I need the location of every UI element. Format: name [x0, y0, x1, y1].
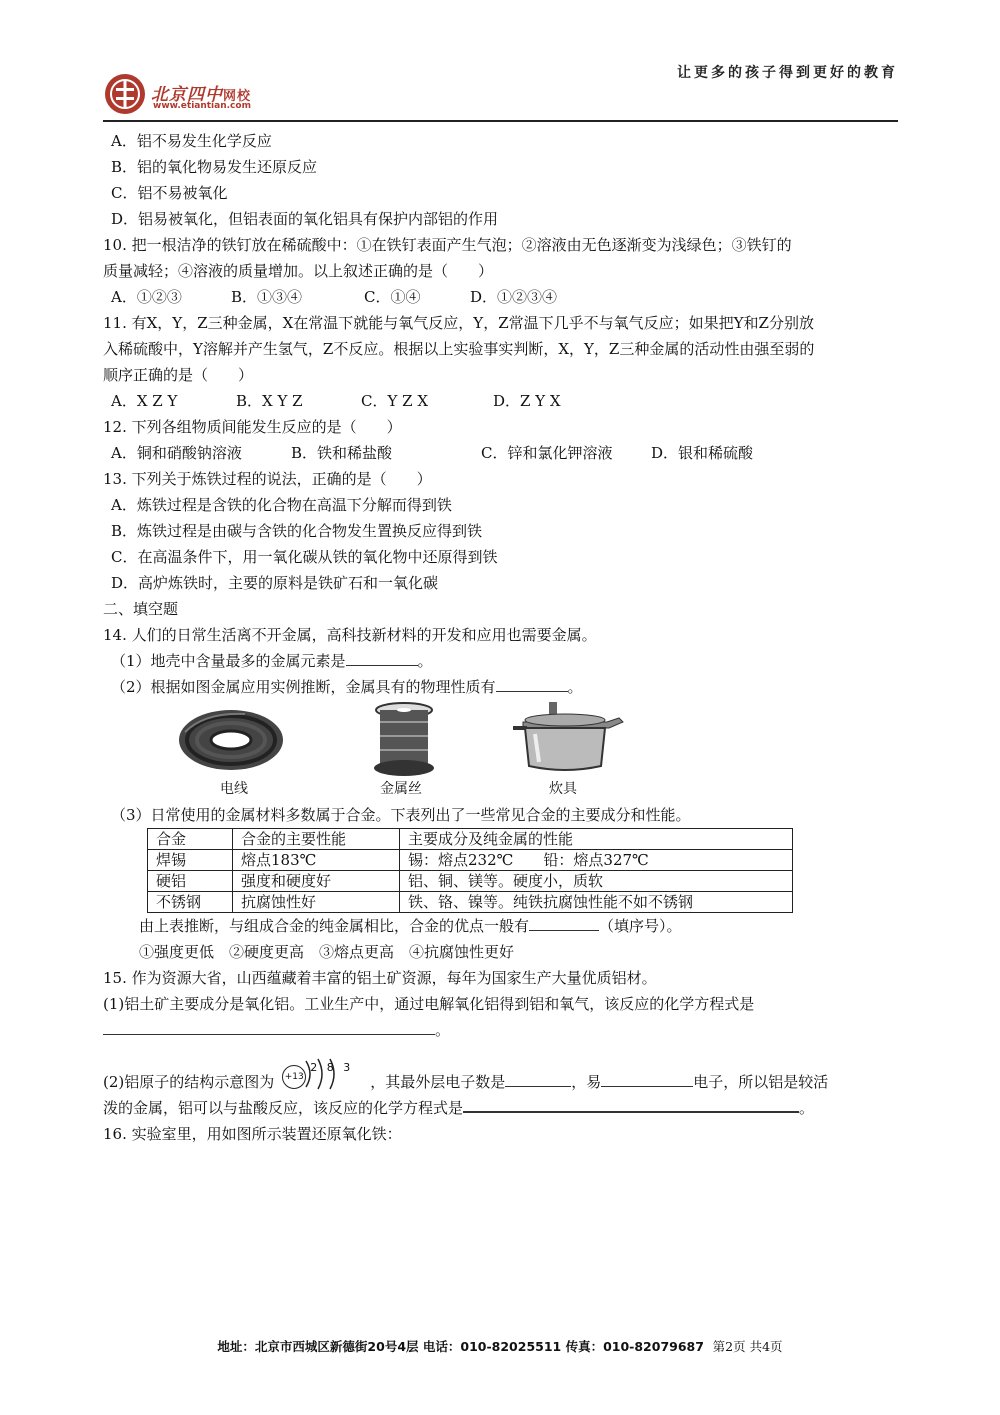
q11-stem-line3: 顺序正确的是（ ）	[103, 366, 254, 384]
q14-part2	[103, 674, 903, 700]
q15-part2-line2-text: 泼的金属，铝可以与盐酸反应，该反应的化学方程式是	[103, 1099, 464, 1117]
table-cell: 强度和硬度好	[233, 871, 400, 892]
q14-part1	[103, 648, 903, 674]
metal-application-images	[103, 700, 903, 802]
q10-stem-line2: 质量减轻；④溶液的质量增加。以上叙述正确的是（ ）	[103, 262, 494, 280]
nucleus-circle: +13	[282, 1065, 306, 1089]
exam-content	[103, 128, 903, 1147]
table-cell: 锡：熔点232℃ 铅：熔点327℃	[400, 850, 793, 871]
q11-option-b: B．X Y Z	[236, 392, 303, 410]
q15-outer-electrons-blank[interactable]	[505, 1070, 571, 1087]
q10-option-a: A．①②③	[111, 288, 182, 306]
table-cell: 硬铝	[148, 871, 233, 892]
q10-option-b: B．①③④	[231, 288, 303, 306]
header-divider	[103, 120, 898, 122]
q14-inference-text: 由上表推断，与组成合金的纯金属相比，合金的优点一般有	[139, 917, 530, 935]
table-cell: 熔点183℃	[233, 850, 400, 871]
pressure-cooker-image	[509, 700, 627, 776]
electron-counts: 2 8 3	[310, 1061, 354, 1074]
header-slogan: 让更多的孩子得到更好的教育	[677, 65, 898, 81]
q13-option-c: C．在高温条件下，用一氧化碳从铁的氧化物中还原得到铁	[111, 548, 498, 566]
q15-part1-period: 。	[435, 1021, 451, 1039]
caption-wire: 电线	[220, 781, 248, 797]
q11-stem-line1: 11. 有X，Y，Z三种金属，X在常温下就能与氧气反应，Y，Z常温下几乎不与氧气反应；如果把Y和Z分别放	[103, 314, 814, 332]
q11-option-a: A．X Z Y	[111, 392, 178, 410]
q14-choices: ①强度更低 ②硬度更高 ③熔点更高 ④抗腐蚀性更好	[139, 943, 515, 961]
q10-option-d: D．①②③④	[470, 288, 558, 306]
q10-option-c: C．①④	[364, 288, 421, 306]
q16-stem: 16. 实验室里，用如图所示装置还原氧化铁：	[103, 1125, 402, 1143]
table-cell: 抗腐蚀性好	[233, 892, 400, 913]
q9-option-a: A．铝不易发生化学反应	[111, 132, 272, 150]
q9-option-c: C．铝不易被氧化	[111, 184, 228, 202]
q14-part1-text: （1）地壳中含量最多的金属元素是	[111, 652, 346, 670]
wire-spool-image	[371, 700, 437, 780]
q14-part2-blank[interactable]	[496, 675, 568, 692]
q14-part2-text: （2）根据如图金属应用实例推断，金属具有的物理性质有	[111, 678, 496, 696]
q11-option-d: D．Z Y X	[493, 392, 561, 410]
q15-part2-text-b: ，其最外层电子数是	[370, 1073, 506, 1091]
q12-option-c: C．锌和氯化钾溶液	[481, 444, 613, 462]
table-cell: 铝、铜、镁等。硬度小，质软	[400, 871, 793, 892]
q14-part1-blank[interactable]	[346, 649, 418, 666]
q13-stem: 13. 下列关于炼铁过程的说法，正确的是（ ）	[103, 470, 432, 488]
q14-part2-period: 。	[567, 678, 583, 696]
page-footer	[0, 1337, 1000, 1355]
q12-option-a: A．铜和硝酸钠溶液	[111, 444, 242, 462]
q10-stem-line1: 10. 把一根洁净的铁钉放在稀硫酸中：①在铁钉表面产生气泡；②溶液由无色逐渐变为浅绿色；③铁钉的	[103, 236, 792, 254]
table-cell: 铁、铬、镍等。纯铁抗腐蚀性能不如不锈钢	[400, 892, 793, 913]
q15-part1: (1)铝土矿主要成分是氧化铝。工业生产中，通过电解氧化铝得到铝和氧气，该反应的化学方程式是	[103, 995, 755, 1013]
q15-part2	[103, 1043, 903, 1095]
q12-options	[103, 440, 903, 466]
table-row	[148, 850, 793, 871]
caption-cookware: 炊具	[549, 781, 577, 797]
q13-option-d: D．高炉炼铁时，主要的原料是铁矿石和一氧化碳	[111, 574, 439, 592]
table-cell: 不锈钢	[148, 892, 233, 913]
q14-stem: 14. 人们的日常生活离不开金属，高科技新材料的开发和应用也需要金属。	[103, 626, 597, 644]
q14-part1-period: 。	[417, 652, 433, 670]
q12-stem: 12. 下列各组物质间能发生反应的是（ ）	[103, 418, 402, 436]
q15-part2-text-c: ，易	[571, 1073, 602, 1091]
q15-part2-text-d: 电子，所以铝是较活	[693, 1073, 829, 1091]
q9-option-d: D．铝易被氧化，但铝表面的氧化铝具有保护内部铝的作用	[111, 210, 499, 228]
q15-part1-blank[interactable]	[103, 1018, 435, 1035]
q14-part3: （3）日常使用的金属材料多数属于合金。下表列出了一些常见合金的主要成分和性能。	[111, 806, 691, 824]
q12-option-b: B．铁和稀盐酸	[291, 444, 393, 462]
q9-option-b: B．铝的氧化物易发生还原反应	[111, 158, 318, 176]
q15-part1-answer	[103, 1017, 903, 1043]
section-fill-in-title: 二、填空题	[103, 600, 179, 618]
table-header-cell: 主要成分及纯金属的性能	[400, 829, 793, 850]
table-header-cell: 合金的主要性能	[233, 829, 400, 850]
table-row	[148, 871, 793, 892]
q13-option-a: A．炼铁过程是含铁的化合物在高温下分解而得到铁	[111, 496, 452, 514]
q10-options	[103, 284, 903, 310]
wire-coil-image	[175, 702, 287, 774]
table-header-row	[148, 829, 793, 850]
footer-address: 地址：北京市西城区新德街20号4层 电话：010-82025511 传真：010-82079687	[217, 1339, 704, 1354]
logo-emblem-icon	[103, 72, 147, 116]
q15-gain-lose-blank[interactable]	[601, 1070, 693, 1087]
table-row	[148, 892, 793, 913]
q14-inference-blank[interactable]	[529, 914, 599, 931]
q12-option-d: D．银和稀硫酸	[651, 444, 754, 462]
q15-part2-line2	[103, 1095, 903, 1121]
q14-inference-suffix: （填序号）。	[599, 917, 682, 935]
q15-part2-period: 。	[799, 1099, 815, 1117]
q15-equation-blank[interactable]	[463, 1095, 799, 1113]
caption-metal-wire: 金属丝	[380, 781, 422, 797]
table-header-cell: 合金	[148, 829, 233, 850]
school-logo	[103, 72, 303, 120]
q11-option-c: C．Y Z X	[361, 392, 429, 410]
logo-url: www.etiantian.com	[153, 101, 251, 111]
alloy-table	[147, 828, 793, 913]
table-cell: 焊锡	[148, 850, 233, 871]
logo-name: 北京四中	[151, 85, 223, 105]
q11-stem-line2: 入稀硫酸中，Y溶解并产生氢气，Z不反应。根据以上实验事实判断，X，Y，Z三种金属的活动性由强至弱的	[103, 340, 815, 358]
q11-options	[103, 388, 903, 414]
logo-suffix: 网校	[223, 89, 252, 104]
q13-option-b: B．炼铁过程是由碳与含铁的化合物发生置换反应得到铁	[111, 522, 483, 540]
footer-page-number: 第2页 共4页	[712, 1339, 783, 1354]
q14-inference	[103, 913, 903, 939]
q15-part2-text-a: (2)铝原子的结构示意图为	[103, 1073, 275, 1091]
q15-stem: 15. 作为资源大省，山西蕴藏着丰富的铝土矿资源，每年为国家生产大量优质铝材。	[103, 969, 657, 987]
